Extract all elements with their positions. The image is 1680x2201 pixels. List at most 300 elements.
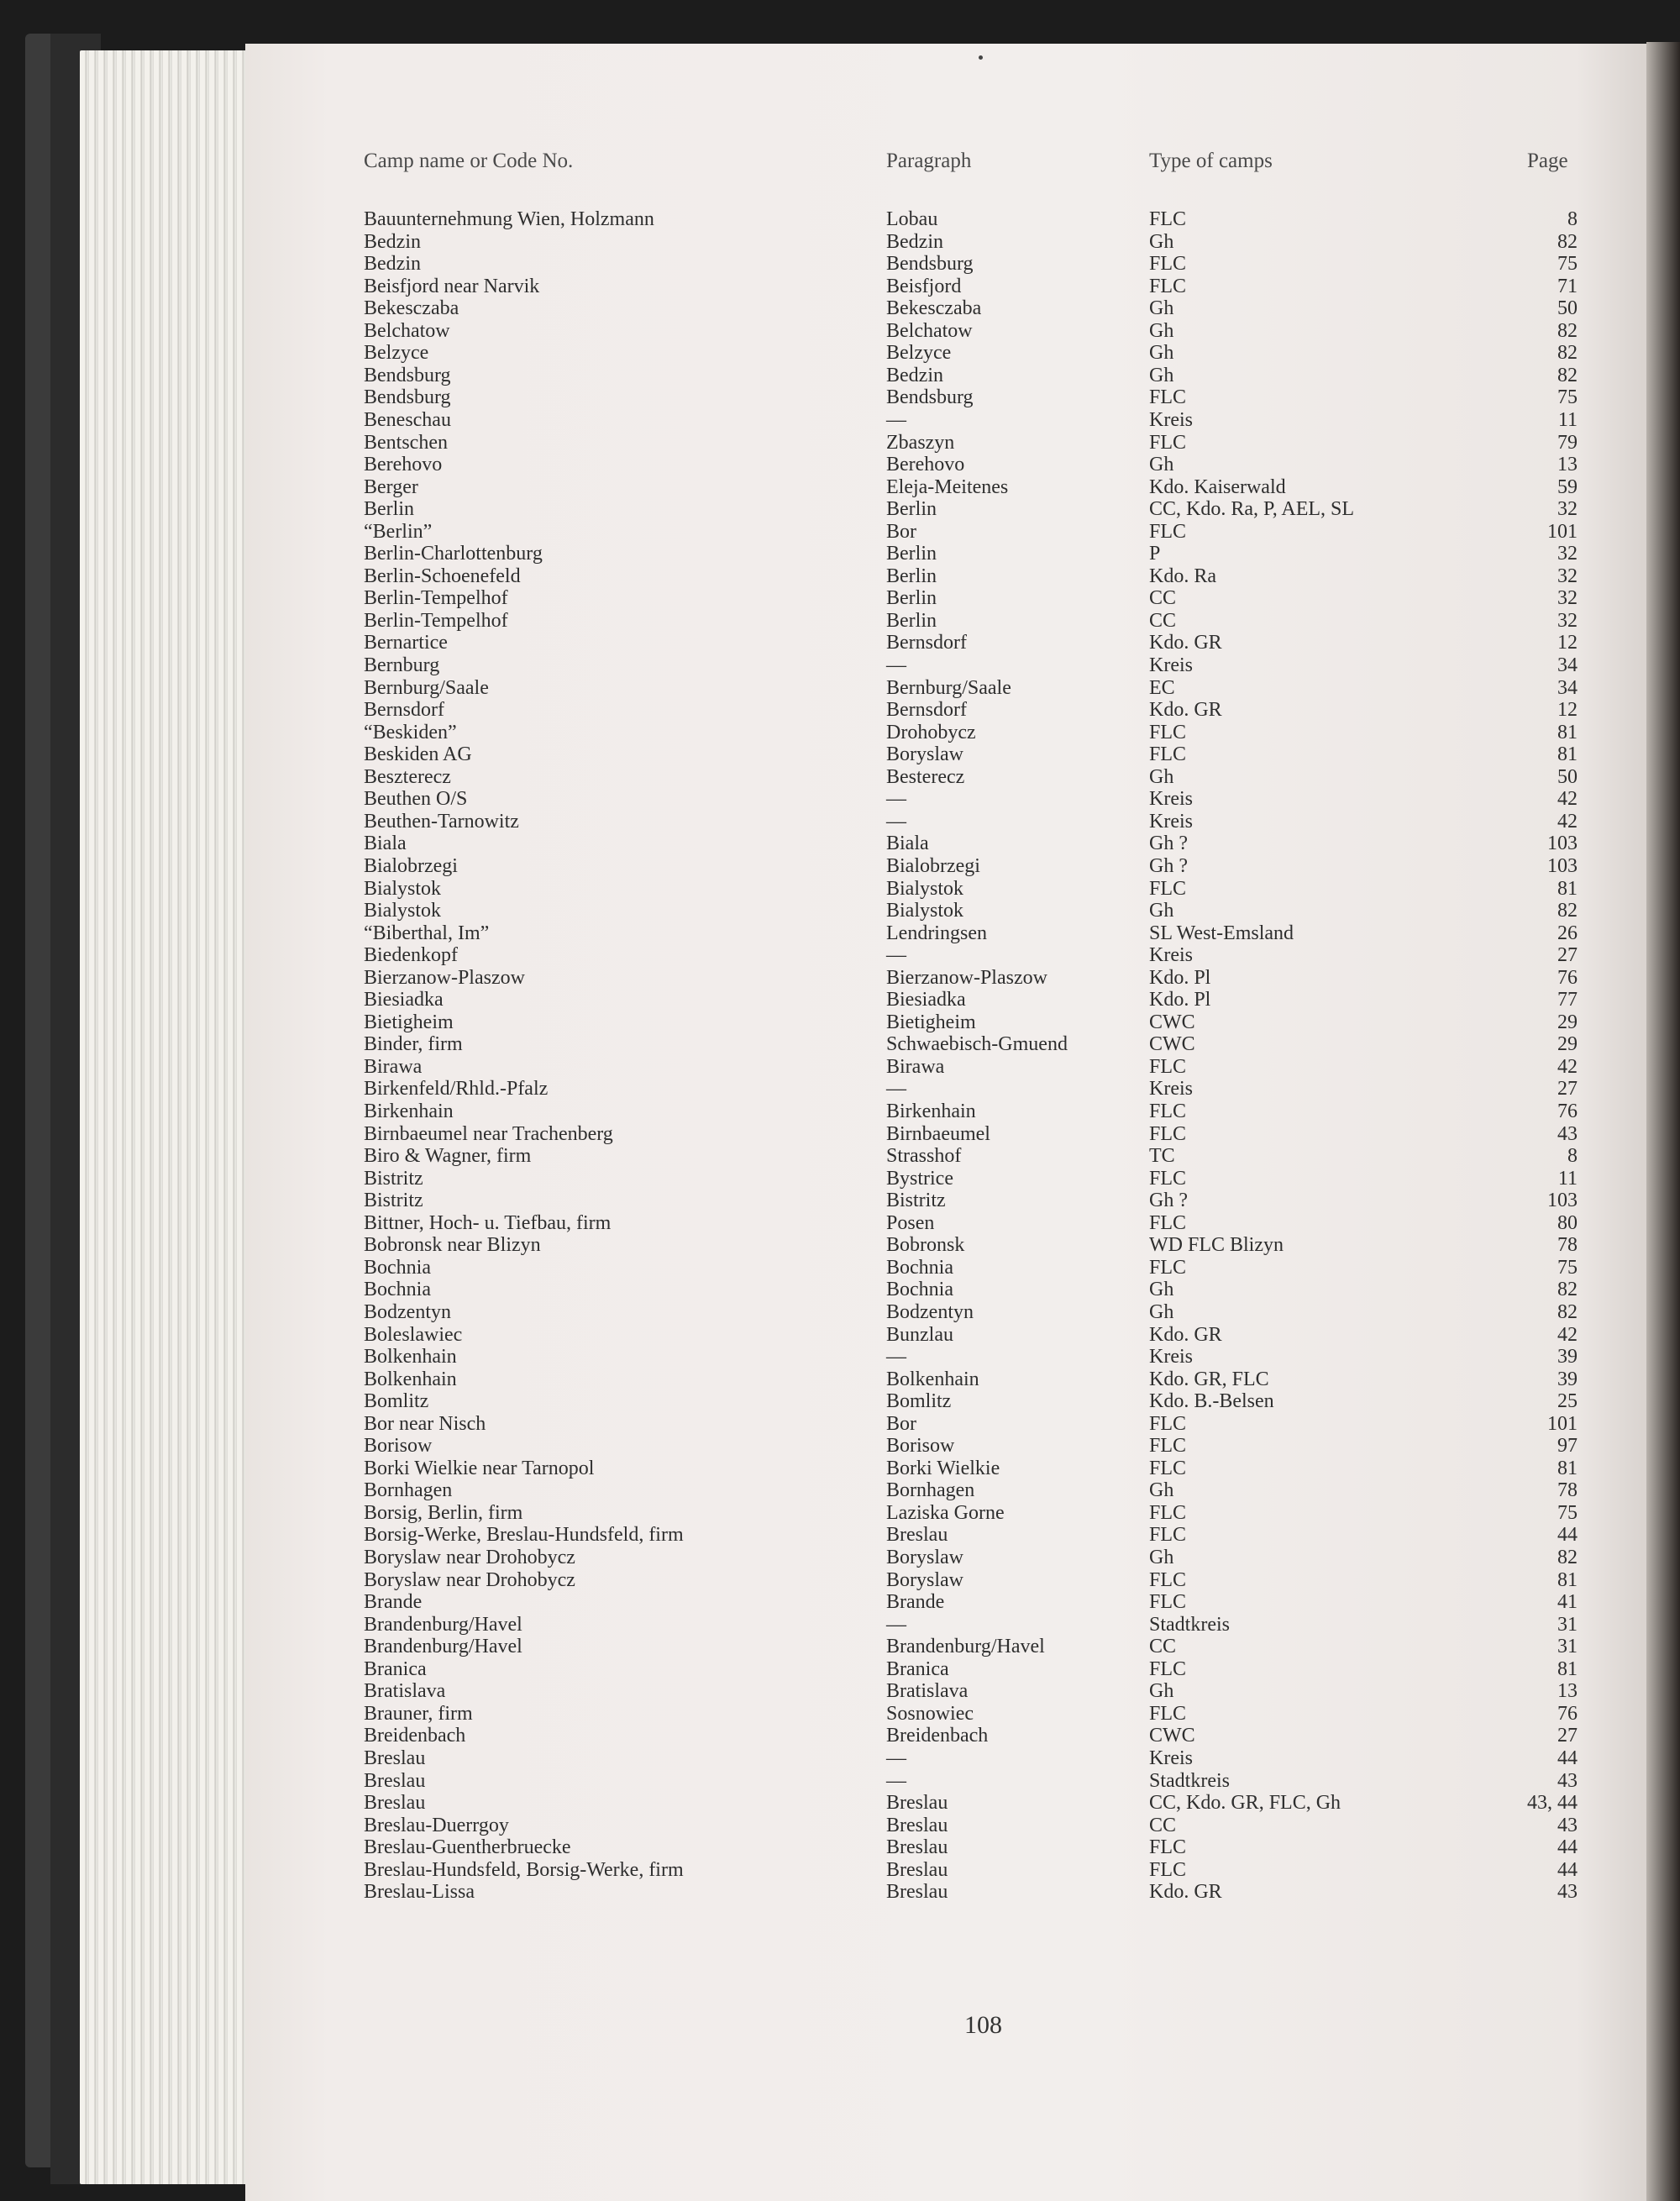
page-ref: 27 (1557, 1078, 1578, 1100)
page-ref: 97 (1557, 1435, 1578, 1458)
paragraph: Bekesczaba (886, 297, 982, 320)
page-ref: 26 (1557, 922, 1578, 944)
camp-type: FLC (1149, 1702, 1187, 1725)
page-ref: 75 (1557, 253, 1578, 276)
page-ref: 12 (1557, 632, 1578, 654)
paragraph: Bernsdorf (886, 632, 967, 654)
camp-type: Stadtkreis (1149, 1613, 1230, 1636)
page-ref: 8 (1567, 208, 1578, 230)
paragraph: Boryslaw (886, 1547, 963, 1568)
paragraph: Breslau (886, 1524, 948, 1547)
camp-name: Bendsburg (364, 364, 451, 386)
page-ref: 75 (1557, 1501, 1578, 1524)
camp-type: Gh (1149, 765, 1174, 788)
paragraph: Bialobrzegi (886, 854, 980, 877)
table-row (0, 1725, 1680, 1747)
paragraph: Breslau (886, 1881, 948, 1904)
paragraph: Bor (886, 1412, 916, 1435)
camp-type: Gh (1149, 454, 1174, 476)
table-row (0, 409, 1680, 431)
paragraph: Bierzanow-Plaszow (886, 966, 1047, 989)
camp-name: Boryslaw near Drohobycz (364, 1568, 575, 1591)
table-row (0, 878, 1680, 900)
camp-name: Bolkenhain (364, 1368, 457, 1390)
table-row (0, 1747, 1680, 1769)
camp-type: FLC (1149, 721, 1187, 743)
page-ref: 32 (1557, 565, 1578, 587)
camp-type: Kdo. Ra (1149, 565, 1216, 587)
paragraph: — (886, 408, 906, 431)
paragraph: Breslau (886, 1814, 948, 1836)
page-ref: 8 (1567, 1145, 1578, 1168)
paragraph: Berlin (886, 609, 937, 632)
camp-type: FLC (1149, 1457, 1187, 1479)
page-ref: 42 (1557, 1323, 1578, 1346)
paragraph: Bystrice (886, 1167, 953, 1190)
page-ref: 81 (1557, 1457, 1578, 1479)
page-ref: 101 (1547, 1412, 1578, 1435)
camp-name: Birawa (364, 1055, 423, 1078)
paragraph: Breslau (886, 1836, 948, 1859)
page-ref: 13 (1557, 1680, 1578, 1703)
camp-name: Bratislava (364, 1680, 446, 1703)
camp-name: Breslau-Duerrgoy (364, 1814, 509, 1836)
camp-name: Breidenbach (364, 1725, 466, 1747)
page-ref: 31 (1557, 1636, 1578, 1658)
camp-name: Binder, firm (364, 1033, 463, 1056)
paragraph: Biala (886, 833, 929, 855)
table-row (0, 1033, 1680, 1055)
camp-name: Biro & Wagner, firm (364, 1145, 532, 1168)
page-ref: 39 (1557, 1368, 1578, 1390)
camp-name: Birnbaeumel near Trachenberg (364, 1122, 613, 1145)
page-ref: 43 (1557, 1881, 1578, 1904)
page-ref: 12 (1557, 699, 1578, 722)
table-row (0, 1301, 1680, 1323)
table-row (0, 922, 1680, 944)
camp-type: CC (1149, 1814, 1177, 1836)
camp-type: Gh (1149, 1279, 1174, 1301)
page-speck (979, 55, 983, 60)
camp-type: Kreis (1149, 810, 1193, 833)
table-row (0, 1547, 1680, 1568)
paragraph: Sosnowiec (886, 1702, 974, 1725)
page-ref: 103 (1547, 1190, 1578, 1212)
camp-name: Beisfjord near Narvik (364, 275, 540, 297)
page-ref: 42 (1557, 1055, 1578, 1078)
camp-type: Kdo. GR (1149, 1881, 1222, 1904)
paragraph: Eleja-Meitenes (886, 475, 1009, 498)
table-row (0, 677, 1680, 699)
paragraph: — (886, 810, 906, 833)
camp-type: Kreis (1149, 654, 1193, 676)
camp-type: Gh (1149, 230, 1174, 253)
camp-type: FLC (1149, 1122, 1187, 1145)
camp-type: FLC (1149, 431, 1187, 454)
camp-type: FLC (1149, 877, 1187, 900)
camp-type: CWC (1149, 1011, 1195, 1033)
camp-name: Bistritz (364, 1167, 423, 1190)
table-row (0, 1479, 1680, 1501)
table-row (0, 521, 1680, 543)
camp-name: Beneschau (364, 408, 451, 431)
table-row (0, 565, 1680, 587)
page-ref: 43 (1557, 1769, 1578, 1792)
paragraph: Birnbaeumel (886, 1122, 990, 1145)
camp-type: CC (1149, 587, 1177, 610)
camp-type: Gh (1149, 1547, 1174, 1568)
page-ref: 78 (1557, 1479, 1578, 1502)
camp-name: Bomlitz (364, 1390, 429, 1413)
camp-name: Berlin-Schoenefeld (364, 565, 521, 587)
paragraph: Boryslaw (886, 743, 963, 766)
paragraph: Breslau (886, 1792, 948, 1815)
camp-name: Beszterecz (364, 765, 451, 788)
page-ref: 81 (1557, 1568, 1578, 1591)
camp-name: Berger (364, 475, 418, 498)
camp-type: Gh (1149, 1300, 1174, 1323)
page-number: 108 (964, 2011, 1002, 2039)
camp-name: Breslau (364, 1792, 426, 1815)
camp-name: Borsig, Berlin, firm (364, 1501, 523, 1524)
camp-name: Brande (364, 1591, 423, 1614)
page-ref: 80 (1557, 1211, 1578, 1234)
page-ref: 82 (1557, 1547, 1578, 1568)
camp-name: Berlin-Tempelhof (364, 587, 508, 610)
paragraph: Branica (886, 1657, 949, 1680)
paragraph: — (886, 944, 906, 967)
table-row (0, 1011, 1680, 1033)
table-row (0, 454, 1680, 475)
table-row (0, 320, 1680, 342)
paragraph: — (886, 1769, 906, 1792)
camp-type: WD FLC Blizyn (1149, 1234, 1284, 1257)
camp-name: Brandenburg/Havel (364, 1613, 522, 1636)
camp-name: Bernartice (364, 632, 448, 654)
camp-name: Beskiden AG (364, 743, 472, 766)
page-ref: 32 (1557, 609, 1578, 632)
table-row (0, 1234, 1680, 1256)
page-ref: 81 (1557, 743, 1578, 766)
table-row (0, 722, 1680, 743)
camp-name: “Beskiden” (364, 721, 457, 743)
camp-type: Kreis (1149, 408, 1193, 431)
camp-name: Berehovo (364, 454, 443, 476)
page-ref: 76 (1557, 1100, 1578, 1122)
page-ref: 27 (1557, 1725, 1578, 1747)
page-ref: 25 (1557, 1390, 1578, 1413)
paragraph: Berlin (886, 543, 937, 565)
camp-type: FLC (1149, 1591, 1187, 1614)
page-ref: 82 (1557, 900, 1578, 922)
camp-type: Gh (1149, 297, 1174, 320)
paragraph: Bochnia (886, 1279, 953, 1301)
table-row (0, 989, 1680, 1011)
camp-type: Gh ? (1149, 854, 1188, 877)
page-ref: 75 (1557, 386, 1578, 409)
paragraph: Bernburg/Saale (886, 676, 1011, 699)
camp-type: Gh (1149, 319, 1174, 342)
camp-name: Borsig-Werke, Breslau-Hundsfeld, firm (364, 1524, 684, 1547)
paragraph: Schwaebisch-Gmuend (886, 1033, 1068, 1056)
table-row (0, 1881, 1680, 1903)
paragraph: Strasshof (886, 1145, 962, 1168)
table-row (0, 342, 1680, 364)
paragraph: Borki Wielkie (886, 1457, 1000, 1479)
page-ref: 103 (1547, 854, 1578, 877)
page-ref: 29 (1557, 1011, 1578, 1033)
camp-name: Bistritz (364, 1190, 423, 1212)
page-ref: 78 (1557, 1234, 1578, 1257)
table-row (0, 1390, 1680, 1412)
camp-name: Beuthen-Tarnowitz (364, 810, 519, 833)
camp-name: Birkenfeld/Rhld.-Pfalz (364, 1078, 549, 1100)
page-ref: 27 (1557, 944, 1578, 967)
camp-type: Kreis (1149, 944, 1193, 967)
camp-name: Bialystok (364, 877, 442, 900)
page-ref: 42 (1557, 810, 1578, 833)
camp-name: Bentschen (364, 431, 448, 454)
camp-name: Beuthen O/S (364, 788, 468, 811)
paragraph: — (886, 1613, 906, 1636)
page-ref: 32 (1557, 543, 1578, 565)
table-row (0, 1636, 1680, 1657)
page-ref: 50 (1557, 765, 1578, 788)
table-row (0, 632, 1680, 654)
camp-name: Breslau (364, 1747, 426, 1769)
paragraph: Besterecz (886, 765, 965, 788)
camp-type: Gh (1149, 900, 1174, 922)
camp-name: Bierzanow-Plaszow (364, 966, 525, 989)
camp-type: FLC (1149, 520, 1187, 543)
table-row (0, 1770, 1680, 1792)
paragraph: Boryslaw (886, 1568, 963, 1591)
paragraph: Zbaszyn (886, 431, 955, 454)
page-ref: 81 (1557, 1657, 1578, 1680)
table-row (0, 476, 1680, 498)
table-row (0, 788, 1680, 810)
page-ref: 44 (1557, 1858, 1578, 1881)
camp-type: Kdo. GR (1149, 699, 1222, 722)
page-ref: 39 (1557, 1346, 1578, 1368)
paragraph: Biesiadka (886, 989, 966, 1011)
paragraph: Breidenbach (886, 1725, 989, 1747)
camp-type: TC (1149, 1145, 1175, 1168)
paragraph: Bendsburg (886, 253, 974, 276)
camp-type: FLC (1149, 1167, 1187, 1190)
camp-name: Bittner, Hoch- u. Tiefbau, firm (364, 1211, 612, 1234)
page-ref: 11 (1557, 1167, 1578, 1190)
table-row (0, 1279, 1680, 1300)
paragraph: Bodzentyn (886, 1300, 974, 1323)
table-row (0, 766, 1680, 788)
paragraph: — (886, 1346, 906, 1368)
table-row (0, 967, 1680, 989)
page-ref: 82 (1557, 342, 1578, 365)
camp-type: FLC (1149, 1412, 1187, 1435)
paragraph: Posen (886, 1211, 935, 1234)
camp-type: Stadtkreis (1149, 1769, 1230, 1792)
page-ref: 11 (1557, 408, 1578, 431)
camp-type: Kdo. Pl (1149, 966, 1211, 989)
page-ref: 101 (1547, 520, 1578, 543)
table-row (0, 699, 1680, 721)
camp-name: Bernsdorf (364, 699, 444, 722)
camp-type: FLC (1149, 208, 1187, 230)
page-ref: 43, 44 (1527, 1792, 1578, 1815)
camp-name: Bauunternehmung Wien, Holzmann (364, 208, 654, 230)
page-ref: 82 (1557, 1279, 1578, 1301)
camp-name: Brauner, firm (364, 1702, 473, 1725)
page-ref: 82 (1557, 319, 1578, 342)
camp-name: Borisow (364, 1435, 433, 1458)
camp-type: Kreis (1149, 788, 1193, 811)
paragraph: Drohobycz (886, 721, 976, 743)
camp-type: FLC (1149, 275, 1187, 297)
camp-type: FLC (1149, 253, 1187, 276)
paragraph: Bratislava (886, 1680, 969, 1703)
page-ref: 31 (1557, 1613, 1578, 1636)
page-ref: 71 (1557, 275, 1578, 297)
camp-name: Bialystok (364, 900, 442, 922)
paragraph: Bedzin (886, 364, 943, 386)
table-row (0, 855, 1680, 877)
page-ref: 79 (1557, 431, 1578, 454)
table-row (0, 900, 1680, 922)
table-row (0, 1859, 1680, 1881)
camp-type: FLC (1149, 1435, 1187, 1458)
paragraph: Birkenhain (886, 1100, 976, 1122)
paragraph: Lobau (886, 208, 938, 230)
camp-type: Gh (1149, 364, 1174, 386)
camp-type: Gh (1149, 1680, 1174, 1703)
camp-name: Bedzin (364, 230, 421, 253)
camp-name: Bochnia (364, 1279, 431, 1301)
camp-name: “Berlin” (364, 520, 433, 543)
paragraph: Belchatow (886, 319, 973, 342)
table-row (0, 1212, 1680, 1234)
camp-type: Gh (1149, 342, 1174, 365)
camp-type: Gh ? (1149, 1190, 1188, 1212)
table-row (0, 1569, 1680, 1591)
camp-type: CC, Kdo. Ra, P, AEL, SL (1149, 498, 1355, 521)
camp-type: EC (1149, 676, 1175, 699)
camp-name: Berlin-Tempelhof (364, 609, 508, 632)
camp-name: Bochnia (364, 1256, 431, 1279)
camp-name: Breslau (364, 1769, 426, 1792)
camp-type: Kdo. GR, FLC (1149, 1368, 1269, 1390)
table-row (0, 1836, 1680, 1858)
paragraph: Bialystok (886, 877, 964, 900)
camp-type: CC (1149, 609, 1177, 632)
camp-name: Brandenburg/Havel (364, 1636, 522, 1658)
paragraph: Berehovo (886, 454, 965, 476)
table-row (0, 1257, 1680, 1279)
camp-name: Belzyce (364, 342, 429, 365)
paragraph: Berlin (886, 565, 937, 587)
paragraph: Berlin (886, 587, 937, 610)
camp-type: FLC (1149, 1524, 1187, 1547)
camp-type: FLC (1149, 1657, 1187, 1680)
camp-type: Kdo. Kaiserwald (1149, 475, 1286, 498)
table-row (0, 1123, 1680, 1145)
page-ref: 32 (1557, 498, 1578, 521)
table-row (0, 498, 1680, 520)
page-ref: 44 (1557, 1524, 1578, 1547)
camp-name: “Biberthal, Im” (364, 922, 490, 944)
paragraph: Beisfjord (886, 275, 962, 297)
table-row (0, 1413, 1680, 1435)
paragraph: Bobronsk (886, 1234, 965, 1257)
camp-type: Kdo. GR (1149, 632, 1222, 654)
paragraph: Breslau (886, 1858, 948, 1881)
camp-name: Bialobrzegi (364, 854, 458, 877)
page-ref: 43 (1557, 1814, 1578, 1836)
table-row (0, 1614, 1680, 1636)
camp-type: FLC (1149, 1568, 1187, 1591)
header-camp-name: Camp name or Code No. (364, 150, 574, 172)
page-ref: 44 (1557, 1836, 1578, 1859)
paragraph: — (886, 654, 906, 676)
camp-name: Bekesczaba (364, 297, 459, 320)
page-ref: 82 (1557, 364, 1578, 386)
camp-name: Branica (364, 1657, 427, 1680)
table-row (0, 1591, 1680, 1613)
camp-name: Bietigheim (364, 1011, 454, 1033)
page-ref: 42 (1557, 788, 1578, 811)
camp-name: Berlin (364, 498, 414, 521)
paragraph: Berlin (886, 498, 937, 521)
camp-type: FLC (1149, 1055, 1187, 1078)
camp-type: Kdo. GR (1149, 1323, 1222, 1346)
table-row (0, 1078, 1680, 1100)
table-row (0, 1056, 1680, 1078)
page-ref: 43 (1557, 1122, 1578, 1145)
camp-name: Breslau-Hundsfeld, Borsig-Werke, firm (364, 1858, 684, 1881)
header-page: Page (1527, 150, 1568, 172)
paragraph: Brandenburg/Havel (886, 1636, 1045, 1658)
camp-name: Biala (364, 833, 407, 855)
table-row (0, 1368, 1680, 1390)
page-ref: 76 (1557, 966, 1578, 989)
table-row (0, 1145, 1680, 1167)
table-row (0, 1168, 1680, 1190)
table-row (0, 386, 1680, 408)
camp-name: Bornhagen (364, 1479, 453, 1502)
table-row (0, 944, 1680, 966)
page-ref: 103 (1547, 833, 1578, 855)
table-row (0, 1815, 1680, 1836)
camp-type: CC, Kdo. GR, FLC, Gh (1149, 1792, 1341, 1815)
camp-type: Gh ? (1149, 833, 1188, 855)
page-ref: 76 (1557, 1702, 1578, 1725)
page-ref: 44 (1557, 1747, 1578, 1769)
paragraph: Bochnia (886, 1256, 953, 1279)
page-ref: 59 (1557, 475, 1578, 498)
table-row (0, 1680, 1680, 1702)
camp-type: CC (1149, 1636, 1177, 1658)
table-row (0, 811, 1680, 833)
page-ref: 81 (1557, 721, 1578, 743)
paragraph: Birawa (886, 1055, 945, 1078)
camp-name: Bor near Nisch (364, 1412, 486, 1435)
table-row (0, 1524, 1680, 1546)
table-row (0, 743, 1680, 765)
camp-type: Kreis (1149, 1346, 1193, 1368)
table-row (0, 276, 1680, 297)
paragraph: — (886, 788, 906, 811)
camp-name: Boryslaw near Drohobycz (364, 1547, 575, 1568)
